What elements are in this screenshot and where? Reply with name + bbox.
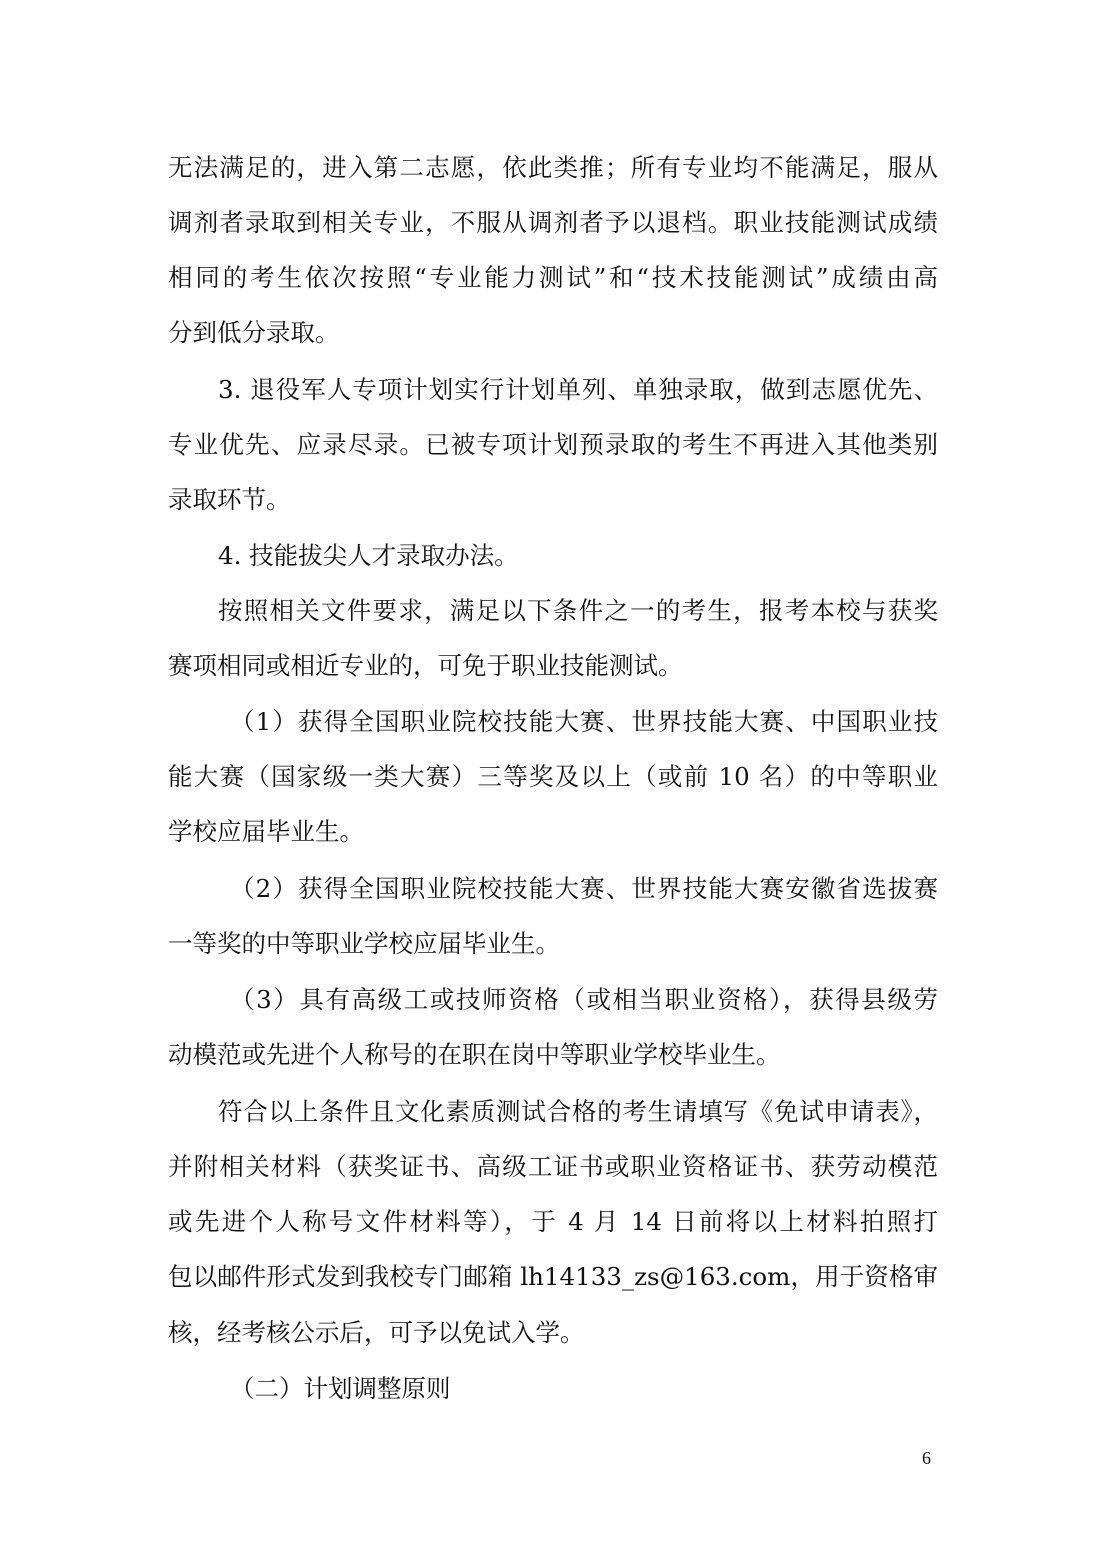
text-line: 分到低分录取。: [168, 318, 340, 347]
text-line: 录取环节。: [168, 485, 291, 514]
section-heading: （二）计划调整原则: [230, 1374, 451, 1403]
text-line: 赛项相同或相近专业的，可免于职业技能测试。: [168, 651, 683, 680]
list-item-4-heading: 4. 技能拔尖人才录取办法。: [218, 541, 519, 570]
text-line: 专业优先、应录尽录。已被专项计划预录取的考生不再进入其他类别: [168, 430, 938, 459]
email-line: 包以邮件形式发到我校专门邮箱 lh14133_zs@163.com，用于资格审: [168, 1262, 938, 1291]
condition-2: （2）获得全国职业院校技能大赛、世界技能大赛安徽省选拔赛: [230, 874, 938, 903]
text-line: 一等奖的中等职业学校应届毕业生。: [168, 929, 560, 958]
text-line: 能大赛（国家级一类大赛）三等奖及以上（或前 10 名）的中等职业: [168, 762, 938, 791]
text-line: 或先进个人称号文件材料等），于 4 月 14 日前将以上材料拍照打: [168, 1207, 938, 1236]
condition-3: （3）具有高级工或技师资格（或相当职业资格），获得县级劳: [230, 985, 938, 1014]
text-line: 按照相关文件要求，满足以下条件之一的考生，报考本校与获奖: [218, 596, 938, 625]
text-line: 符合以上条件且文化素质测试合格的考生请填写《免试申请表》，: [218, 1097, 938, 1126]
text-line: 核，经考核公示后，可予以免试入学。: [168, 1318, 585, 1347]
text-line: 并附相关材料（获奖证书、高级工证书或职业资格证书、获劳动模范: [168, 1152, 938, 1181]
text-line: 学校应届毕业生。: [168, 817, 364, 846]
text-line: 动模范或先进个人称号的在职在岗中等职业学校毕业生。: [168, 1040, 781, 1069]
text-line: 调剂者录取到相关专业，不服从调剂者予以退档。职业技能测试成绩: [168, 208, 938, 237]
page-number: 6: [922, 1448, 931, 1468]
list-item-3: 3. 退役军人专项计划实行计划单列、单独录取，做到志愿优先、: [218, 375, 938, 404]
condition-1: （1）获得全国职业院校技能大赛、世界技能大赛、中国职业技: [230, 707, 938, 736]
text-line: 无法满足的，进入第二志愿，依此类推；所有专业均不能满足，服从: [168, 153, 938, 182]
text-line: 相同的考生依次按照“专业能力测试”和“技术技能测试”成绩由高: [168, 263, 938, 292]
